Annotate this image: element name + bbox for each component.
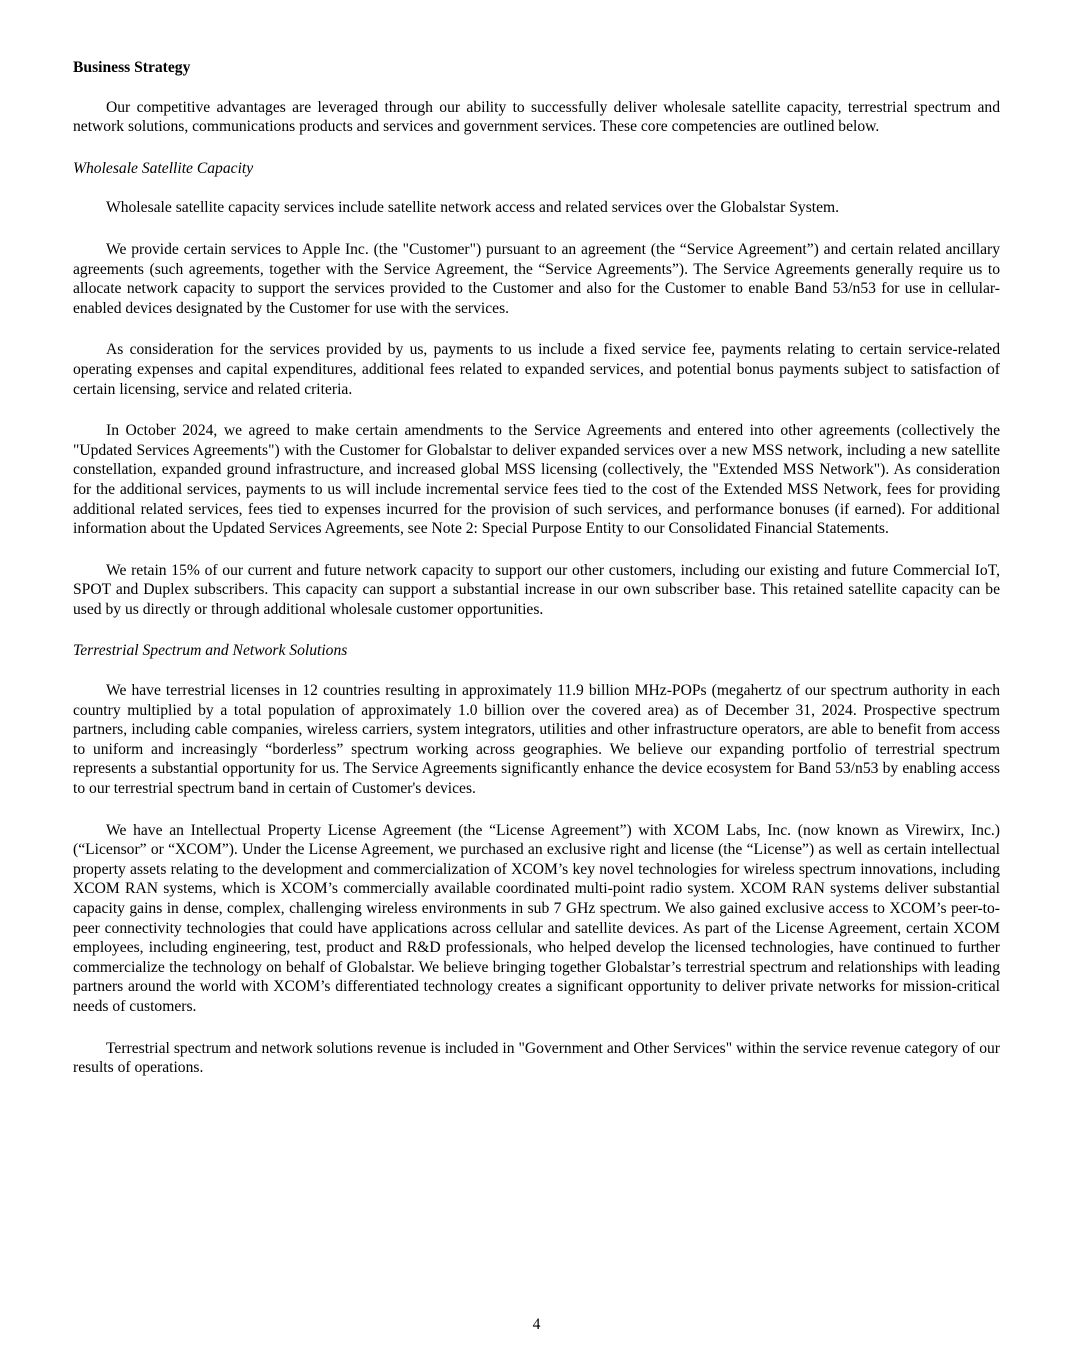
- wholesale-paragraph: Wholesale satellite capacity services include satellite network access and related services over the Globalstar System.: [106, 199, 840, 217]
- subheading-terrestrial-spectrum: Terrestrial Spectrum and Network Solutions: [73, 642, 348, 660]
- section-heading-business-strategy: Business Strategy: [73, 59, 191, 76]
- document-page: [73, 58, 1000, 1100]
- page-number: 4: [532, 1316, 541, 1333]
- terrestrial-paragraph: We have an Intellectual Property License Agreement (the “License Agreement”) with XCOM Labs, Inc. (now known as Virewirx, Inc.) (“Licensor” or “XCOM”). Under the License Agreement, we purchased an exclusive right and license (the “License”) as well as certain intellectual property assets relating to the development and commercialization of XCOM’s key novel technologies for wireless spectrum innovations, including XCOM RAN systems, which is XCOM’s commercially available coordinated multi-point radio system. XCOM RAN systems deliver substantial capacity gains in dense, complex, challenging wireless environments in sub 7 GHz spectrum. We also gained exclusive access to XCOM’s peer-to-peer connectivity technologies that could have applications across cellular and satellite devices. As part of the License Agreement, certain XCOM employees, including engineering, test, product and R&D professionals, who helped develop the licensed technologies, have continued to further commercialize the technology on behalf of Globalstar. We believe bringing together Globalstar’s terrestrial spectrum and relationships with leading partners around the world with XCOM’s differentiated technology creates a significant opportunity to deliver private networks for mission-critical needs of customers.: [73, 821, 1000, 1015]
- wholesale-paragraph: We provide certain services to Apple Inc. (the "Customer") pursuant to an agreement (the “Service Agreement”) and certain related ancillary agreements (such agreements, together with the Service Agreement, the “Service Agreements”). The Service Agreements generally require us to allocate network capacity to support the services provided to the Customer and also for the Customer to enable Band 53/n53 for use in cellular-enabled devices designated by the Customer for use with the services.: [73, 240, 1000, 317]
- subheading-wholesale-satellite-capacity: Wholesale Satellite Capacity: [73, 159, 254, 177]
- wholesale-paragraph: We retain 15% of our current and future network capacity to support our other customers, including our existing and future Commercial IoT, SPOT and Duplex subscribers. This capacity can support a substantial increase in our own subscriber base. This retained satellite capacity can be used by us directly or through additional wholesale customer opportunities.: [73, 561, 1000, 618]
- intro-paragraph: Our competitive advantages are leveraged through our ability to successfully deliver wholesale satellite capacity, terrestrial spectrum and network solutions, communications products and services and government services. These core competencies are outlined below.: [73, 98, 1000, 136]
- terrestrial-paragraph: We have terrestrial licenses in 12 countries resulting in approximately 11.9 billion MHz-POPs (megahertz of our spectrum authority in each country multiplied by a total population of approximately 1.0 billion over the covered area) as of December 31, 2024. Prospective spectrum partners, including cable companies, wireless carriers, system integrators, utilities and other infrastructure operators, are able to benefit from access to uniform and increasingly “borderless” spectrum working across geographies. We believe our expanding portfolio of terrestrial spectrum represents a substantial opportunity for us. The Service Agreements significantly enhance the device ecosystem for Band 53/n53 by enabling access to our terrestrial spectrum band in certain of Customer's devices.: [73, 682, 1000, 798]
- wholesale-paragraph: As consideration for the services provided by us, payments to us include a fixed service fee, payments relating to certain service-related operating expenses and capital expenditures, additional fees related to expanded services, and potential bonus payments subject to satisfaction of certain licensing, service and related criteria.: [73, 341, 1000, 398]
- terrestrial-paragraph: Terrestrial spectrum and network solutions revenue is included in "Government and Other Services" within the service revenue category of our results of operations.: [73, 1039, 1000, 1077]
- wholesale-paragraph: In October 2024, we agreed to make certain amendments to the Service Agreements and entered into other agreements (collectively the "Updated Services Agreements") with the Customer for Globalstar to deliver expanded services over a new MSS network, including a new satellite constellation, expanded ground infrastructure, and increased global MSS licensing (collectively, the "Extended MSS Network"). As consideration for the additional services, payments to us will include incremental service fees tied to the cost of the Extended MSS Network, fees for providing additional related services, fees tied to expenses incurred for the provision of such services, and performance bonuses (if earned). For additional information about the Updated Services Agreements, see Note 2: Special Purpose Entity to our Consolidated Financial Statements.: [73, 422, 1000, 538]
